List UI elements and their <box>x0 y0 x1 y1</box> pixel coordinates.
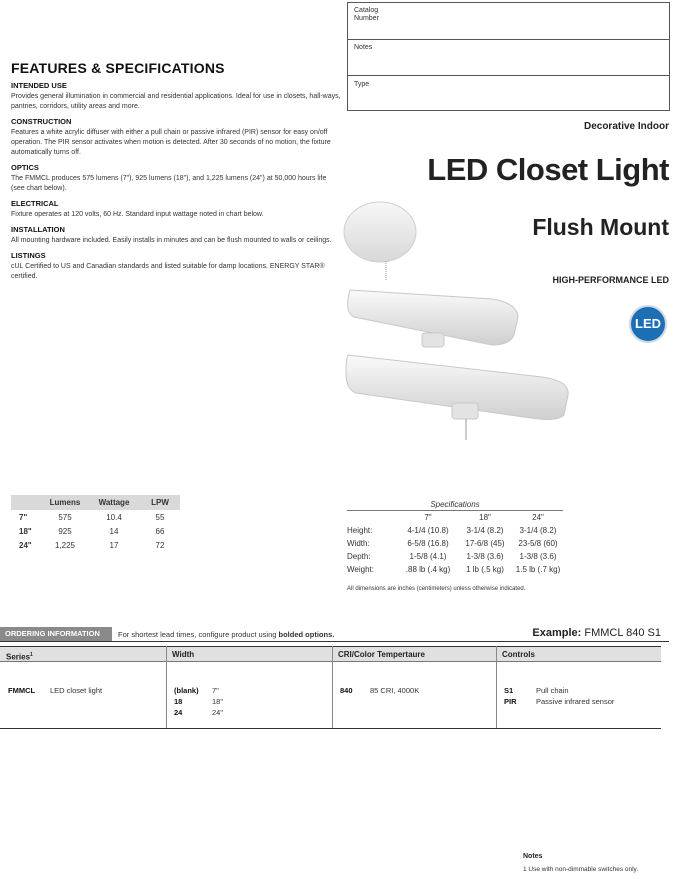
ordering-option-code: 24 <box>174 708 183 717</box>
ordering-instruction-bold: bolded options. <box>278 630 335 639</box>
ordering-grid <box>0 646 661 729</box>
feature-heading: LISTINGS <box>11 251 46 260</box>
ordering-option-code: PIR <box>504 697 517 706</box>
feature-text: Features a white acrylic diffuser with either a pull chain or passive infrared (PIR) sensor for easy on/off operation. The PIR sensor activates when motion is detected. After 30 seconds of no motion, the fixture automatically turns off. <box>11 129 331 156</box>
performance-cell: 55 <box>155 512 165 522</box>
ordering-column-header <box>0 646 166 662</box>
specifications-row <box>347 563 563 576</box>
ordering-column-header <box>332 646 496 662</box>
specifications-cell: 1-5/8 (4.1) <box>409 552 447 561</box>
specifications-cell: 3-1/4 (8.2) <box>519 526 557 535</box>
notes-field[interactable] <box>348 39 669 76</box>
type-field[interactable] <box>348 75 669 110</box>
feature-heading: INSTALLATION <box>11 225 65 234</box>
specifications-row <box>347 550 563 563</box>
features-title: FEATURES & SPECIFICATIONS <box>11 60 225 76</box>
performance-cell: 1,225 <box>54 540 76 550</box>
led-badge-icon <box>629 305 667 343</box>
ordering-example-label: Example: <box>532 627 582 639</box>
performance-table <box>11 495 180 552</box>
ordering-option-code: (blank) <box>174 686 199 695</box>
ordering-column <box>166 646 332 728</box>
features-section <box>11 60 341 282</box>
performance-row <box>11 524 180 538</box>
specifications-header: 24" <box>532 513 544 522</box>
ordering-option-desc: 7" <box>212 686 219 695</box>
led-badge-text: LED <box>635 316 661 331</box>
performance-header <box>11 495 42 510</box>
feature-heading: OPTICS <box>11 163 39 172</box>
specifications-header: 18" <box>479 513 491 522</box>
specifications-header: 7" <box>424 513 432 522</box>
specifications-cell: 17-6/8 (45) <box>465 539 505 548</box>
specifications-row <box>347 524 563 537</box>
ordering-option-desc: 85 CRI, 4000K <box>370 686 420 695</box>
performance-row <box>11 510 180 524</box>
ordering-column <box>496 646 661 728</box>
specifications-title: Specifications <box>430 500 480 509</box>
ordering-tab: ORDERING INFORMATION <box>0 627 112 641</box>
product-category: Decorative Indoor <box>583 121 669 132</box>
feature-text: cUL Certified to US and Canadian standards and listed suitable for damp locations. ENERGY STAR® certified. <box>11 263 325 280</box>
ordering-column-header <box>166 646 332 662</box>
performance-cell: 575 <box>58 512 72 522</box>
performance-cell: 24" <box>19 540 32 550</box>
ordering-column-header <box>496 646 661 662</box>
performance-header: Lumens <box>42 495 88 510</box>
specifications-cell: Height: <box>347 526 373 535</box>
specifications-table <box>347 500 563 576</box>
specifications-row <box>347 537 563 550</box>
performance-cell: 10.4 <box>106 512 122 522</box>
feature-heading: ELECTRICAL <box>11 199 59 208</box>
notes-title: Notes <box>523 853 543 860</box>
performance-cell: 66 <box>155 526 165 536</box>
feature-text: The FMMCL produces 575 lumens (7"), 925 lumens (18"), and 1,225 lumens (24") at 50,000 hours life (see chart below). <box>11 175 327 192</box>
catalog-info-box <box>347 2 670 111</box>
ordering-option-code: 840 <box>340 686 353 695</box>
ordering-option-desc: 24" <box>212 708 224 717</box>
ordering-column-header-sup: 1 <box>30 652 33 658</box>
type-label: Type <box>354 81 370 88</box>
specifications-cell: 1-3/8 (3.6) <box>519 552 557 561</box>
product-mount: Flush Mount <box>532 214 669 240</box>
ordering-column-header-label: Controls <box>502 650 535 659</box>
product-name: LED Closet Light <box>427 152 669 187</box>
performance-header: Wattage <box>88 495 140 510</box>
specifications-cell: 1-3/8 (3.6) <box>466 552 504 561</box>
ordering-column-header-label: CRI/Color Tempertaure <box>338 650 425 659</box>
ordering-example <box>532 627 661 639</box>
specifications-cell: Depth: <box>347 552 371 561</box>
feature-text: Provides general illumination in commercial and residential applications. Ideal for use in closets, hall-ways, pantries, corridors, utility areas and more. <box>11 93 341 110</box>
ordering-instruction <box>118 630 334 639</box>
note-item: 1 Use with non-dimmable switches only. <box>523 866 639 873</box>
specifications-cell: 23-5/8 (60) <box>518 539 558 548</box>
ordering-example-value: FMMCL 840 S1 <box>584 627 661 639</box>
performance-header: LPW <box>140 495 180 510</box>
ordering-option-code: S1 <box>504 686 514 695</box>
ordering-option-desc: 18" <box>212 697 224 706</box>
feature-text: Fixture operates at 120 volts, 60 Hz. Standard input wattage noted in chart below. <box>11 211 264 218</box>
specifications-cell: 1 lb (.5 kg) <box>466 565 504 574</box>
specifications-cell: .88 lb (.4 kg) <box>405 565 451 574</box>
notes-label: Notes <box>354 44 373 51</box>
catalog-number-field[interactable] <box>348 3 669 40</box>
ordering-column <box>0 646 166 728</box>
ordering-option-code: FMMCL <box>8 686 36 695</box>
specifications-cell: 1.5 lb (.7 kg) <box>515 565 561 574</box>
ordering-column-header-label: Series <box>6 652 31 662</box>
performance-cell: 925 <box>58 526 72 536</box>
product-tagline: HIGH-PERFORMANCE LED <box>552 275 669 285</box>
feature-heading: CONSTRUCTION <box>11 117 72 126</box>
ordering-option-desc: LED closet light <box>50 686 103 695</box>
ordering-option-desc: Pull chain <box>536 686 569 695</box>
performance-row <box>11 538 180 552</box>
performance-cell: 18" <box>19 526 32 536</box>
performance-cell: 14 <box>109 526 119 536</box>
specifications-cell: Width: <box>347 539 370 548</box>
performance-cell: 72 <box>155 540 165 550</box>
performance-cell: 7" <box>19 512 28 522</box>
specifications-cell: 3-1/4 (8.2) <box>466 526 504 535</box>
performance-cell: 17 <box>109 540 119 550</box>
ordering-column <box>332 646 496 728</box>
ordering-option-code: 18 <box>174 697 183 706</box>
ordering-column-header-label: Width <box>172 650 195 659</box>
feature-text: All mounting hardware included. Easily installs in minutes and can be flush mounted to walls or ceilings. <box>11 237 332 244</box>
specifications-header <box>347 511 399 524</box>
ordering-option-desc: Passive infrared sensor <box>536 697 615 706</box>
catalog-number-label: Catalog Number <box>354 7 379 22</box>
ordering-column-divider <box>332 646 333 728</box>
specifications-cell: 4-1/4 (10.8) <box>407 526 449 535</box>
ordering-instruction-prefix: For shortest lead times, configure product using <box>118 630 279 639</box>
feature-heading: INTENDED USE <box>11 81 67 90</box>
product-image <box>342 195 582 445</box>
specifications-cell: 6-5/8 (16.8) <box>407 539 449 548</box>
specifications-footnote: All dimensions are inches (centimeters) unless otherwise indicated. <box>347 586 526 592</box>
ordering-column-divider <box>496 646 497 728</box>
ordering-column-divider <box>166 646 167 728</box>
specifications-cell: Weight: <box>347 565 374 574</box>
